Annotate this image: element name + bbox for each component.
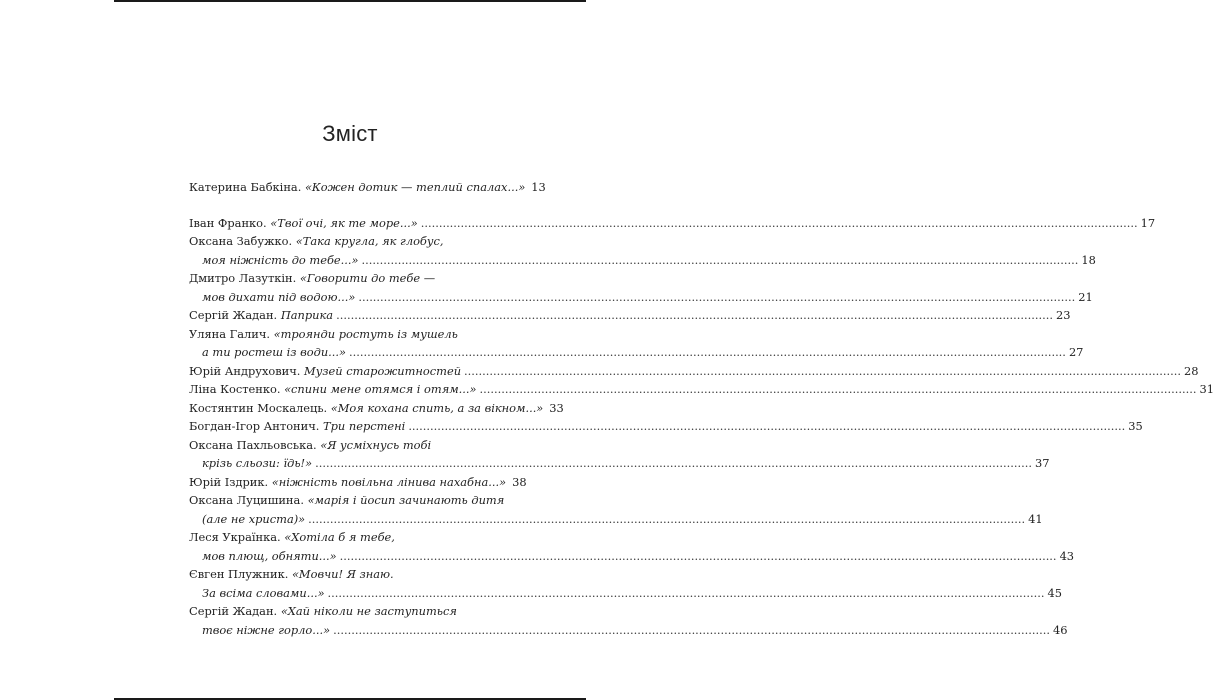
toc-author: Ліна Костенко. xyxy=(189,382,285,396)
toc-entry xyxy=(189,363,1199,383)
toc-work-title: «Говорити до тебе — xyxy=(299,271,436,285)
toc-dot-leader: ...................................................................................................................................................................................................... xyxy=(479,382,1197,396)
toc-page-number: 41 xyxy=(1028,511,1043,526)
toc-work-title: (але не христа)» xyxy=(202,511,306,526)
toc-page-number: 28 xyxy=(1183,363,1199,378)
toc-entry xyxy=(189,438,516,457)
toc-work-title: крізь сльози: їдь!» xyxy=(202,456,313,470)
toc-work-title: «спини мене отямся і отям...» xyxy=(284,382,477,396)
toc-author: Євген Плужник. xyxy=(189,567,292,581)
toc-dot-leader: ...................................................................................................................................................................................................... xyxy=(349,345,1066,359)
toc-entry-continuation xyxy=(189,511,1043,531)
toc-dot-leader: ...................................................................................................................................................................................................... xyxy=(361,252,1079,267)
toc-work-title: а ти ростеш із води...» xyxy=(202,345,347,359)
toc-author: Леся Українка. xyxy=(189,530,285,544)
toc-author: Оксана Забужко. xyxy=(189,234,296,248)
toc-author: Оксана Луцишина. xyxy=(189,493,308,507)
toc-entry xyxy=(189,234,516,253)
toc-entry-continuation xyxy=(189,345,1084,364)
toc-page-number: 31 xyxy=(1199,382,1214,396)
toc-page-number: 18 xyxy=(1081,252,1096,267)
toc-page-number: 38 xyxy=(512,474,527,489)
toc-page-number: 17 xyxy=(1140,215,1156,230)
toc-entry xyxy=(189,327,516,346)
toc-entry xyxy=(189,382,1214,401)
toc-dot-leader: ...................................................................................................................................................................................................... xyxy=(333,622,1051,637)
toc-work-title: моя ніжність до тебе...» xyxy=(202,252,359,267)
toc-work-title: «Моя кохана спить, а за вікном...» xyxy=(330,400,544,415)
toc-work-title: «Я усміхнусь тобі xyxy=(320,437,432,452)
toc-work-title: За всіма словами...» xyxy=(202,585,325,600)
toc-author: Костянтин Москалець. xyxy=(189,400,331,415)
toc-entry xyxy=(189,215,1156,235)
toc-author: Катерина Бабкіна. xyxy=(189,180,305,194)
toc-page-number: 13 xyxy=(531,180,546,194)
toc-work-title: «троянди ростуть із мушель xyxy=(273,326,458,341)
toc-entry-continuation xyxy=(189,585,1062,605)
toc-work-title: «марія і йосип зачинають дитя xyxy=(307,493,505,507)
toc-dot-leader: ...................................................................................................................................................................................................... xyxy=(408,419,1126,433)
toc-author: Іван Франко. xyxy=(189,215,271,230)
toc-work-title: «Мовчи! Я знаю. xyxy=(291,567,394,581)
toc-author: Юрій Андрухович. xyxy=(189,363,305,378)
toc-work-title: мов дихати під водою...» xyxy=(202,289,356,304)
toc-author: Богдан-Ігор Антонич. xyxy=(189,419,324,433)
top-border-line xyxy=(114,0,586,2)
toc-work-title: «ніжність повільна лінива нахабна...» xyxy=(271,474,507,489)
toc-work-title: Три перстені xyxy=(323,419,406,433)
toc-dot-leader: ...................................................................................................................................................................................................... xyxy=(315,456,1033,470)
toc-author: Уляна Галич. xyxy=(189,326,274,341)
toc-work-title: «Хай ніколи не заступиться xyxy=(280,604,457,618)
toc-work-title: «Хотіла б я тебе, xyxy=(284,530,395,544)
toc-page-number: 33 xyxy=(549,400,564,415)
toc-work-title: «Твої очі, як те море...» xyxy=(270,215,418,230)
page-title: Зміст xyxy=(322,121,378,146)
toc-entry xyxy=(189,419,1143,438)
toc-author: Сергій Жадан. xyxy=(189,604,281,618)
toc-work-title: Музей старожитностей xyxy=(304,363,462,378)
toc-page-number: 43 xyxy=(1059,548,1075,563)
toc-entry-continuation xyxy=(189,456,1050,475)
toc-entry-continuation xyxy=(189,252,1096,272)
toc-work-title: мов плющ, обняти...» xyxy=(202,548,337,563)
toc-work-title: твоє ніжне горло...» xyxy=(202,622,331,637)
table-of-contents xyxy=(189,180,1214,641)
toc-page-number: 21 xyxy=(1078,289,1093,304)
toc-author: Юрій Іздрик. xyxy=(189,474,272,489)
toc-author: Оксана Пахльовська. xyxy=(189,437,321,452)
toc-entry xyxy=(189,271,516,290)
toc-entry xyxy=(189,400,564,420)
toc-entry xyxy=(189,567,516,586)
toc-page-number: 35 xyxy=(1128,419,1143,433)
toc-dot-leader: ...................................................................................................................................................................................................... xyxy=(464,363,1181,378)
toc-page-number: 37 xyxy=(1035,456,1050,470)
toc-work-title: «Така кругла, як глобус, xyxy=(295,234,444,248)
toc-work-title: «Кожен дотик — теплий спалах...» xyxy=(304,180,526,194)
toc-entry xyxy=(189,474,527,494)
toc-page-number: 46 xyxy=(1053,622,1068,637)
toc-author: Сергій Жадан. xyxy=(189,308,281,322)
toc-entry-continuation xyxy=(189,622,1068,642)
toc-dot-leader: ...................................................................................................................................................................................................... xyxy=(327,585,1045,600)
toc-page-number: 27 xyxy=(1068,345,1084,359)
toc-dot-leader: ...................................................................................................................................................................................................... xyxy=(420,215,1138,230)
toc-dot-leader: ...................................................................................................................................................................................................... xyxy=(339,548,1057,563)
toc-dot-leader: ...................................................................................................................................................................................................... xyxy=(336,308,1054,322)
toc-author: Дмитро Лазуткін. xyxy=(189,271,300,285)
toc-page-number: 23 xyxy=(1056,308,1071,322)
toc-dot-leader: ...................................................................................................................................................................................................... xyxy=(358,289,1076,304)
toc-entry xyxy=(189,308,1071,327)
toc-entry-continuation xyxy=(189,289,1093,309)
toc-entry xyxy=(189,530,516,549)
toc-entry xyxy=(189,604,516,623)
toc-entry xyxy=(189,493,516,512)
toc-dot-leader: ...................................................................................................................................................................................................... xyxy=(308,511,1026,526)
toc-page-number: 45 xyxy=(1047,585,1062,600)
toc-work-title: Паприка xyxy=(280,308,334,322)
toc-entry-continuation xyxy=(189,548,1075,568)
toc-entry xyxy=(189,180,546,199)
